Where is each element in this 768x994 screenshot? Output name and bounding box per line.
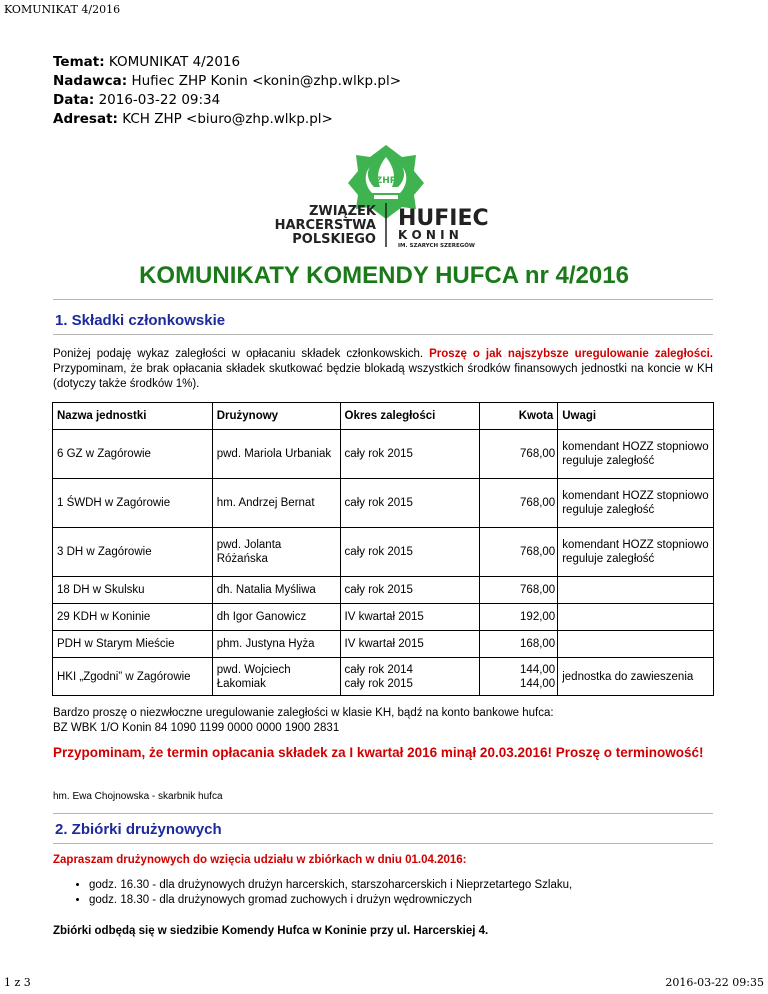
logo-konin: K O N I N: [398, 228, 459, 242]
amount-cell: 768,00: [480, 577, 558, 604]
table-row: [53, 528, 714, 577]
recipient-label: Adresat:: [53, 111, 118, 127]
payment-reminder: Przypominam, że termin opłacania składek za I kwartał 2016 minął 20.03.2016! Proszę o terminowość!: [53, 745, 704, 760]
notes-cell: [558, 631, 714, 658]
sender-label: Nadawca:: [53, 73, 128, 89]
period-cell: [340, 658, 480, 696]
period-cell: cały rok 2015: [340, 479, 480, 528]
print-datetime: 2016-03-22 09:35: [665, 976, 764, 989]
notes-cell: komendant HOZZ stopniowo reguluje zaległość: [558, 528, 714, 577]
email-meta: [53, 53, 401, 129]
amount-line: 144,00: [520, 677, 556, 690]
date-label: Data:: [53, 92, 95, 108]
page-title: KOMUNIKATY KOMENDY HUFCA nr 4/2016: [139, 262, 629, 289]
meeting-list: [53, 878, 572, 908]
logo-zhp-line3: POLSKIEGO: [292, 232, 376, 247]
logo-zhp-line2: HARCERSTWA: [274, 218, 376, 233]
table-row: [53, 430, 714, 479]
list-item: • godz. 16.30 - dla drużynowych drużyn harcerskich, starszoharcerskich i Nieprzetartego Szlaku,: [89, 878, 572, 893]
period-line: cały rok 2014: [344, 663, 413, 676]
list-item: • godz. 18.30 - dla drużynowych gromad zuchowych i drużyn wędrowniczych: [89, 893, 572, 908]
email-subject: KOMUNIKAT 4/2016: [108, 54, 241, 70]
notes-cell: [558, 577, 714, 604]
unit-cell: 3 DH w Zagórowie: [53, 528, 213, 577]
dues-table: [52, 402, 714, 696]
notes-cell: komendant HOZZ stopniowo reguluje zaległość: [558, 479, 714, 528]
amount-cell: [480, 658, 558, 696]
hufiec-konin-logo: [268, 143, 508, 248]
unit-cell: HKI „Zgodni” w Zagórowie: [53, 658, 213, 696]
page-number: 1 z 3: [4, 976, 31, 989]
meeting-location: Zbiórki odbędą się w siedzibie Komendy Hufca w Koninie przy ul. Harcerskiej 4.: [53, 925, 489, 937]
logo-zhp-line1: ZWIĄZEK: [308, 204, 376, 219]
subject-label: Temat:: [53, 54, 105, 70]
column-header: Uwagi: [558, 403, 714, 430]
intro-text-after: Przypominam, że brak opłacania składek skutkować będzie blokadą wszystkich środków finansowych jednostki na koncie w KH (dotyczy także środków 1%).: [53, 363, 713, 390]
unit-cell: PDH w Starym Mieście: [53, 631, 213, 658]
unit-cell: 18 DH w Skulsku: [53, 577, 213, 604]
leader-cell: phm. Justyna Hyża: [212, 631, 340, 658]
treasurer-signature: hm. Ewa Chojnowska - skarbnik hufca: [53, 791, 223, 802]
column-header: Kwota: [480, 403, 558, 430]
print-header-title: KOMUNIKAT 4/2016: [4, 3, 121, 16]
logo-hufiec: HUFIEC: [398, 206, 489, 231]
notes-cell: [558, 604, 714, 631]
unit-cell: 29 KDH w Koninie: [53, 604, 213, 631]
unit-cell: 1 ŚWDH w Zagórowie: [53, 479, 213, 528]
logo-im: IM. SZARYCH SZEREGÓW: [398, 243, 475, 248]
email-date-row: [53, 91, 401, 110]
amount-cell: 768,00: [480, 479, 558, 528]
leader-cell: dh. Natalia Myśliwa: [212, 577, 340, 604]
email-subject-row: [53, 53, 401, 72]
section-title-skladki: 1. Składki członkowskie: [55, 312, 226, 329]
amount-cell: 768,00: [480, 528, 558, 577]
bank-info: [53, 706, 554, 736]
table-row: [53, 479, 714, 528]
leader-cell: pwd. Jolanta Różańska: [212, 528, 340, 577]
bank-request: Bardzo proszę o niezwłoczne uregulowanie zaległości w klasie KH, bądź na konto bankowe hufca:: [53, 707, 554, 719]
leader-cell: hm. Andrzej Bernat: [212, 479, 340, 528]
amount-line: 144,00: [520, 663, 556, 676]
email-recipient-row: [53, 110, 401, 129]
column-header: Nazwa jednostki: [53, 403, 213, 430]
table-row: [53, 577, 714, 604]
divider: [53, 813, 713, 814]
column-header: Drużynowy: [212, 403, 340, 430]
table-row: [53, 631, 714, 658]
period-cell: cały rok 2015: [340, 528, 480, 577]
intro-highlight: Proszę o jak najszybsze uregulowanie zaległości.: [429, 348, 713, 360]
leader-cell: pwd. Mariola Urbaniak: [212, 430, 340, 479]
divider: [53, 843, 713, 844]
section-title-zbiorki: 2. Zbiórki drużynowych: [55, 821, 222, 838]
badge-text: ZHP: [375, 176, 397, 186]
notes-cell: jednostka do zawieszenia: [558, 658, 714, 696]
intro-text: Poniżej podaję wykaz zaległości w opłacaniu składek członkowskich.: [53, 348, 430, 360]
email-recipient: KCH ZHP <biuro@zhp.wlkp.pl>: [122, 111, 333, 127]
leader-cell: pwd. Wojciech Łakomiak: [212, 658, 340, 696]
unit-cell: 6 GZ w Zagórowie: [53, 430, 213, 479]
email-sender-row: [53, 72, 401, 91]
amount-cell: 168,00: [480, 631, 558, 658]
table-row: [53, 604, 714, 631]
divider: [53, 334, 713, 335]
period-cell: IV kwartał 2015: [340, 604, 480, 631]
divider: [53, 299, 713, 300]
meeting-invite: Zapraszam drużynowych do wzięcia udziału w zbiórkach w dniu 01.04.2016:: [53, 854, 467, 866]
leader-cell: dh Igor Ganowicz: [212, 604, 340, 631]
table-row: [53, 658, 714, 696]
amount-cell: 768,00: [480, 430, 558, 479]
section1-intro: [53, 347, 713, 392]
period-cell: cały rok 2015: [340, 577, 480, 604]
email-sender: Hufiec ZHP Konin <konin@zhp.wlkp.pl>: [131, 73, 402, 89]
column-header: Okres zaległości: [340, 403, 480, 430]
table-header-row: [53, 403, 714, 430]
bank-account: BZ WBK 1/O Konin 84 1090 1199 0000 0000 1900 2831: [53, 722, 340, 734]
amount-cell: 192,00: [480, 604, 558, 631]
period-cell: cały rok 2015: [340, 430, 480, 479]
period-line: cały rok 2015: [344, 677, 413, 690]
notes-cell: komendant HOZZ stopniowo reguluje zaległość: [558, 430, 714, 479]
period-cell: IV kwartał 2015: [340, 631, 480, 658]
email-date: 2016-03-22 09:34: [98, 92, 221, 108]
